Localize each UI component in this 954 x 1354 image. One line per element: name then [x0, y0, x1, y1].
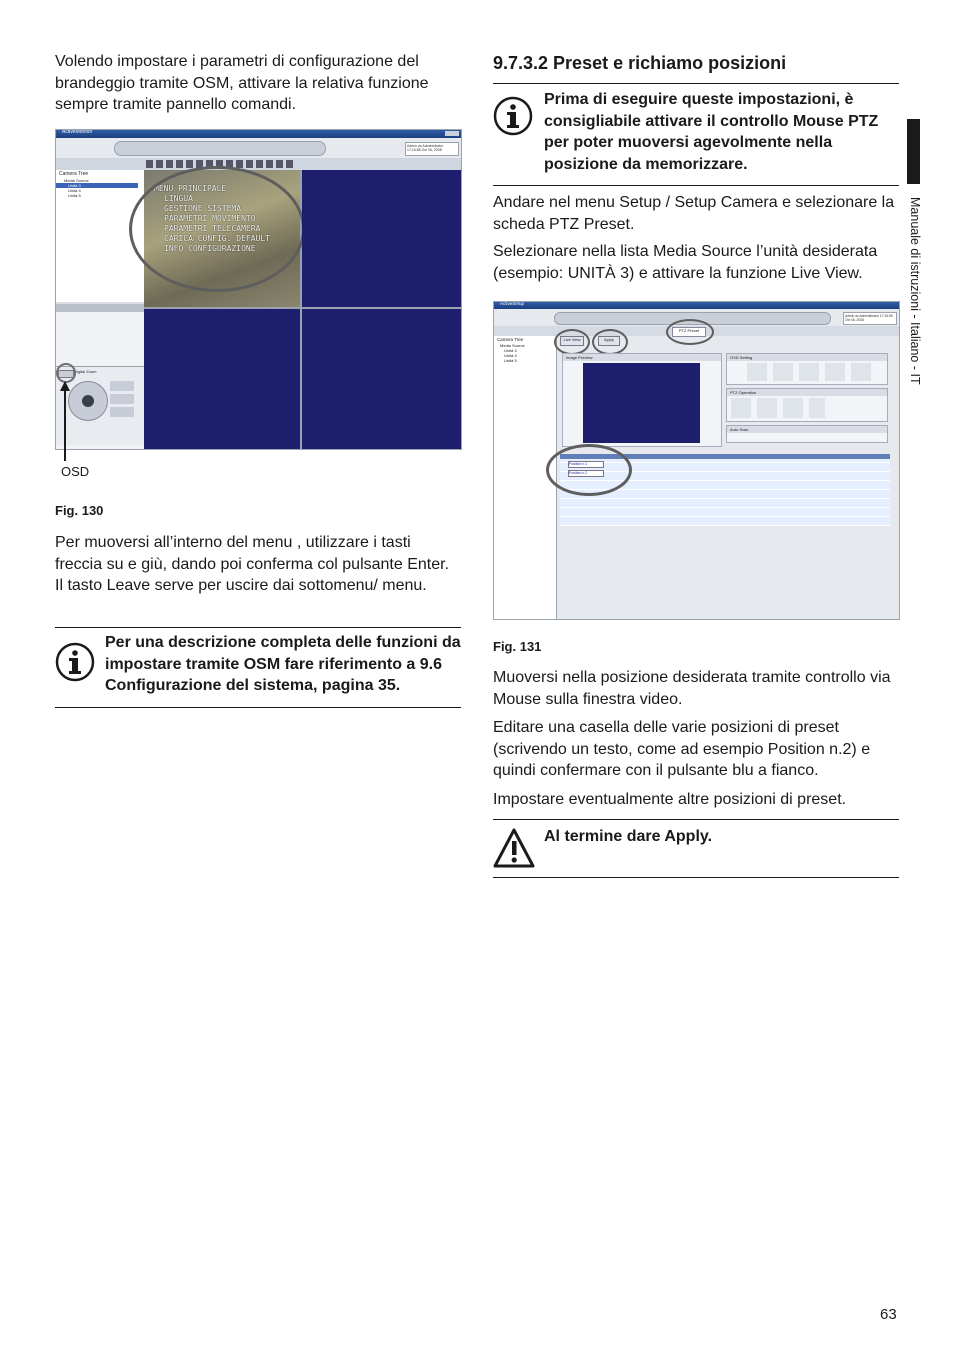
apply-highlight — [592, 329, 628, 355]
tree-title: Camera Tree — [59, 171, 89, 177]
osd-menu-item: GESTIONE SISTEMA — [164, 204, 242, 213]
chapter-side-tab — [907, 119, 920, 184]
media-source-paragraph: Selezionare nella lista Media Source l’unità desiderata (esempio: UNITÀ 3) e attivare la funzione Live View. — [493, 243, 878, 282]
fig130-titlebar — [56, 130, 461, 138]
image-preview-panel: Image Preview — [562, 353, 722, 447]
reference-note-text: Per una descrizione completa delle funzioni da impostare tramite OSM fare riferimento a 9.6 Configurazione del sistema, pagina 35. — [105, 634, 461, 695]
window-controls-icon — [445, 131, 459, 136]
osd-menu-title: MENU PRINCIPALE — [154, 184, 227, 193]
tab-ptz-preset[interactable]: PTZ Preset — [672, 327, 706, 337]
fig-131-caption: Fig. 131 — [493, 639, 542, 654]
fig130-status: Admin as Administrator 17:15:58 Oct 06, 2008 — [405, 142, 459, 156]
video-tile[interactable] — [302, 309, 461, 449]
tree-item[interactable]: Unità 5 — [68, 193, 81, 198]
osd-menu-item: CARICA CONFIG. DEFAULT — [164, 234, 270, 243]
osd-menu-item: PARAMETRI TELECAMERA — [164, 224, 261, 233]
fig130-toolbar — [56, 138, 461, 158]
note-bottom-rule — [55, 707, 461, 708]
fig131-app-title: ActiveSetup — [500, 301, 525, 306]
ptz-preset-tab-highlight — [666, 319, 714, 345]
warning-note-text: Al termine dare Apply. — [544, 828, 713, 845]
tree-item[interactable]: Unità 4 — [68, 188, 81, 193]
fig130-gray-divider — [56, 304, 144, 312]
live-view-highlight — [554, 329, 590, 355]
tree-item[interactable]: Media Source — [500, 343, 525, 348]
warn-bottom-rule — [493, 877, 899, 878]
osd-setting-panel: OSD Setting — [726, 353, 888, 385]
auto-scan-panel: Auto Scan — [726, 425, 888, 443]
preset-input[interactable]: Position n.2 — [568, 470, 604, 477]
osd-arrow-icon — [60, 381, 70, 461]
fig131-titlebar — [494, 302, 899, 309]
tree-item[interactable]: Unità 5 — [504, 358, 517, 363]
osd-highlight-circle — [56, 363, 76, 383]
tree-item[interactable]: Unità 3 — [504, 348, 517, 353]
info-top-rule — [493, 83, 899, 84]
section-title: 9.7.3.2 Preset e richiamo posizioni — [493, 53, 787, 73]
ptz-label: Digital Zoom — [74, 369, 97, 374]
preset-input[interactable]: Position n.1 — [568, 461, 604, 468]
video-grid — [144, 170, 461, 449]
preset-highlight — [546, 444, 632, 496]
fig-130-caption: Fig. 130 — [55, 503, 104, 518]
apply-button[interactable]: Apply — [598, 336, 620, 346]
warning-icon — [493, 828, 535, 873]
note-top-rule — [55, 627, 461, 628]
osd-menu-item: INFO CONFIGURAZIONE — [164, 244, 256, 253]
ptz-zoom-buttons[interactable] — [110, 381, 134, 417]
video-tile-live[interactable] — [144, 170, 300, 307]
info-note — [493, 89, 899, 176]
info-bottom-rule — [493, 185, 899, 186]
other-presets-paragraph: Impostare eventualmente altre posizioni di preset. — [493, 791, 847, 808]
page-number: 63 — [880, 1306, 897, 1323]
edit-preset-paragraph: Editare una casella delle varie posizioni di preset (scrivendo un testo, come ad esempio Position n.2) e quindi confermare con il pulsante blu a fianco. — [493, 719, 871, 780]
tree-item[interactable]: Unità 3 — [56, 183, 138, 188]
tree-item[interactable]: Media Source — [64, 178, 89, 183]
preview-video[interactable] — [583, 363, 700, 443]
info-note-text: Prima di eseguire queste impostazioni, è consigliabile attivare il controllo Mouse PTZ per poter muoversi agevolmente nella posizione da memorizzare. — [544, 91, 879, 174]
ptz-joystick-icon[interactable] — [68, 381, 108, 421]
setup-paragraph: Andare nel menu Setup / Setup Camera e selezionare la scheda PTZ Preset. — [493, 194, 895, 233]
figure-131-screenshot — [493, 301, 900, 620]
video-tile[interactable] — [302, 170, 461, 307]
toolbar-pill — [114, 141, 326, 156]
mouse-paragraph: Muoversi nella posizione desiderata tramite controllo via Mouse sulla finestra video. — [493, 669, 891, 708]
tree-item[interactable]: Unità 4 — [504, 353, 517, 358]
osd-menu-highlight-circle — [129, 166, 305, 292]
reference-note — [55, 632, 461, 697]
side-manual-label: Manuale di istruzioni - Italiano - IT — [908, 197, 922, 385]
fig130-layout-toolbar — [56, 158, 461, 170]
info-icon — [493, 96, 533, 141]
osd-callout-label: OSD — [61, 464, 90, 479]
intro-paragraph: Volendo impostare i parametri di configurazione del brandeggio tramite OSM, attivare la relativa funzione sempre tramite pannello comandi. — [55, 53, 429, 114]
figure-130-screenshot — [55, 129, 462, 450]
fig130-app-title: ActiveMonitor — [62, 129, 93, 135]
osd-menu-item: PARAMETRI MOVIMENTO — [164, 214, 256, 223]
warn-top-rule — [493, 819, 899, 820]
info-icon — [55, 642, 95, 687]
osd-menu-item: LINGUA — [164, 194, 193, 203]
tree-title: Camera Tree — [497, 337, 524, 342]
ptz-operation-panel: PTZ Operation — [726, 388, 888, 422]
navigation-paragraph: Per muoversi all’interno del menu , utilizzare i tasti freccia su e giù, dando poi conferma col pulsante Enter. Il tasto Leave serve per uscire dai sottomenu/ menu. — [55, 534, 450, 595]
fig131-status: Admin as Administrator 17:16:55 Oct 06, 2008 — [843, 312, 897, 325]
live-view-button[interactable]: Live View — [560, 336, 584, 346]
video-tile[interactable] — [144, 309, 300, 449]
warning-note — [493, 826, 899, 873]
